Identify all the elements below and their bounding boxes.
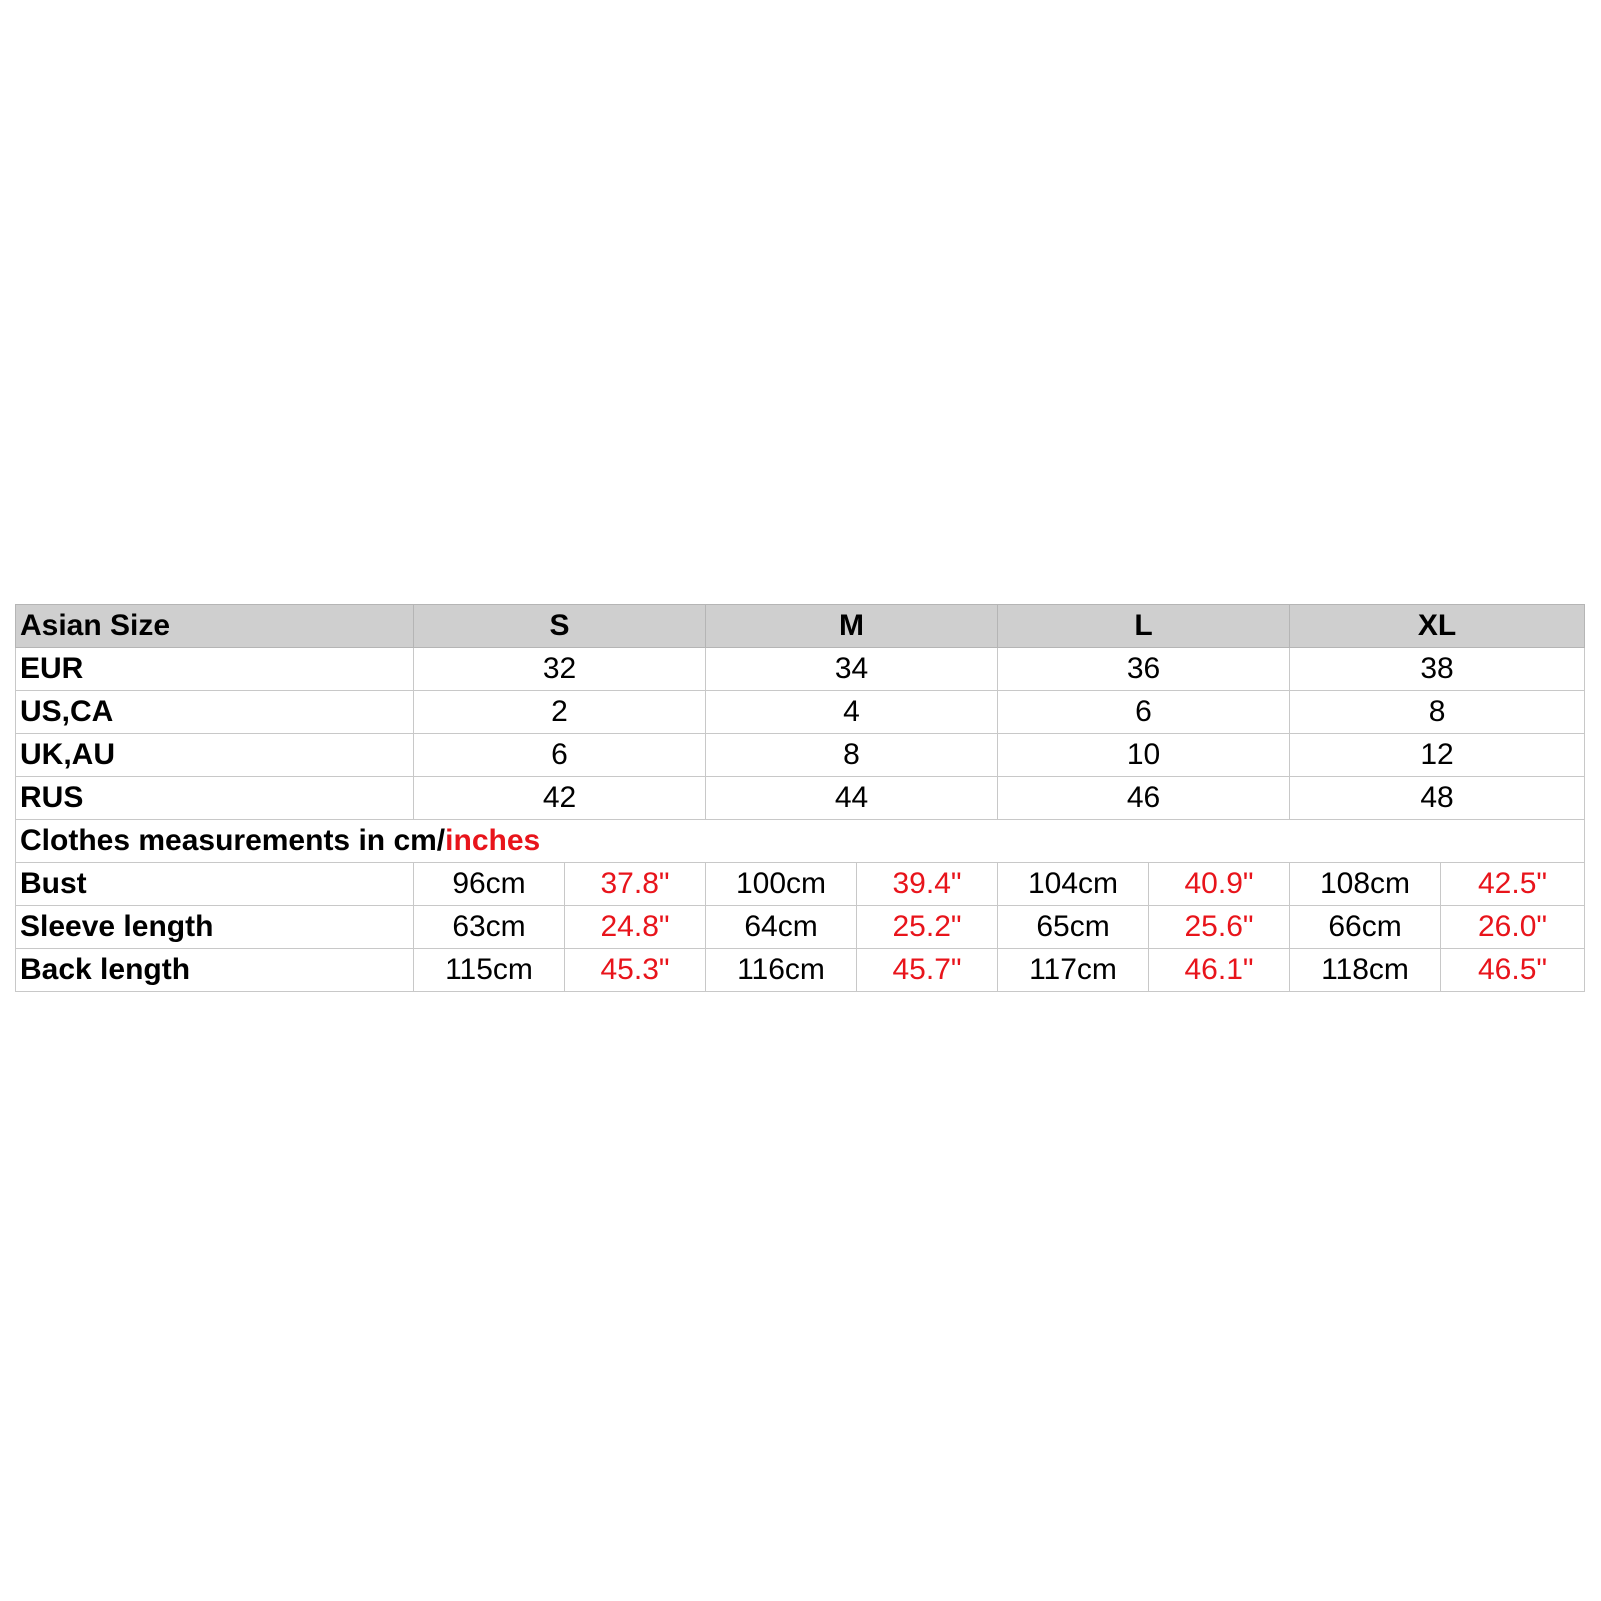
inches-cell: 39.4"	[857, 863, 998, 906]
section-heading-inches: inches	[445, 824, 541, 857]
table-cell: 44	[706, 777, 998, 820]
table-cell: 46	[998, 777, 1290, 820]
table-cell: 6	[998, 691, 1290, 734]
header-label: Asian Size	[16, 605, 414, 648]
measurement-row-sleeve-length	[16, 906, 1585, 949]
table-cell: 12	[1290, 734, 1585, 777]
table-cell: 38	[1290, 648, 1585, 691]
inches-cell: 42.5"	[1441, 863, 1585, 906]
size-header-l: L	[998, 605, 1290, 648]
inches-cell: 45.3"	[565, 949, 706, 992]
cm-cell: 66cm	[1290, 906, 1441, 949]
row-label: US,CA	[16, 691, 414, 734]
table-cell: 48	[1290, 777, 1585, 820]
inches-cell: 46.1"	[1149, 949, 1290, 992]
conversion-row-us-ca	[16, 691, 1585, 734]
inches-cell: 45.7"	[857, 949, 998, 992]
header-row	[16, 605, 1585, 648]
table-cell: 8	[1290, 691, 1585, 734]
row-label: Bust	[16, 863, 414, 906]
table-cell: 36	[998, 648, 1290, 691]
inches-cell: 24.8"	[565, 906, 706, 949]
inches-cell: 40.9"	[1149, 863, 1290, 906]
cm-cell: 108cm	[1290, 863, 1441, 906]
section-row	[16, 820, 1585, 863]
conversion-row-eur	[16, 648, 1585, 691]
measurement-row-back-length	[16, 949, 1585, 992]
conversion-row-uk-au	[16, 734, 1585, 777]
cm-cell: 100cm	[706, 863, 857, 906]
row-label: Back length	[16, 949, 414, 992]
cm-cell: 104cm	[998, 863, 1149, 906]
section-heading-prefix: Clothes measurements in cm/	[20, 824, 446, 857]
row-label: RUS	[16, 777, 414, 820]
row-label: EUR	[16, 648, 414, 691]
table-cell: 4	[706, 691, 998, 734]
row-label: Sleeve length	[16, 906, 414, 949]
section-heading	[16, 820, 1585, 863]
size-header-xl: XL	[1290, 605, 1585, 648]
cm-cell: 64cm	[706, 906, 857, 949]
cm-cell: 65cm	[998, 906, 1149, 949]
cm-cell: 63cm	[414, 906, 565, 949]
cm-cell: 96cm	[414, 863, 565, 906]
table-cell: 8	[706, 734, 998, 777]
inches-cell: 25.2"	[857, 906, 998, 949]
inches-cell: 37.8"	[565, 863, 706, 906]
table-cell: 42	[414, 777, 706, 820]
table-cell: 32	[414, 648, 706, 691]
cm-cell: 117cm	[998, 949, 1149, 992]
size-header-s: S	[414, 605, 706, 648]
cm-cell: 116cm	[706, 949, 857, 992]
table-cell: 2	[414, 691, 706, 734]
cm-cell: 115cm	[414, 949, 565, 992]
inches-cell: 25.6"	[1149, 906, 1290, 949]
inches-cell: 46.5"	[1441, 949, 1585, 992]
size-chart-table	[15, 604, 1585, 992]
table-cell: 10	[998, 734, 1290, 777]
table-cell: 34	[706, 648, 998, 691]
cm-cell: 118cm	[1290, 949, 1441, 992]
conversion-row-rus	[16, 777, 1585, 820]
size-header-m: M	[706, 605, 998, 648]
measurement-row-bust	[16, 863, 1585, 906]
row-label: UK,AU	[16, 734, 414, 777]
table-cell: 6	[414, 734, 706, 777]
inches-cell: 26.0"	[1441, 906, 1585, 949]
